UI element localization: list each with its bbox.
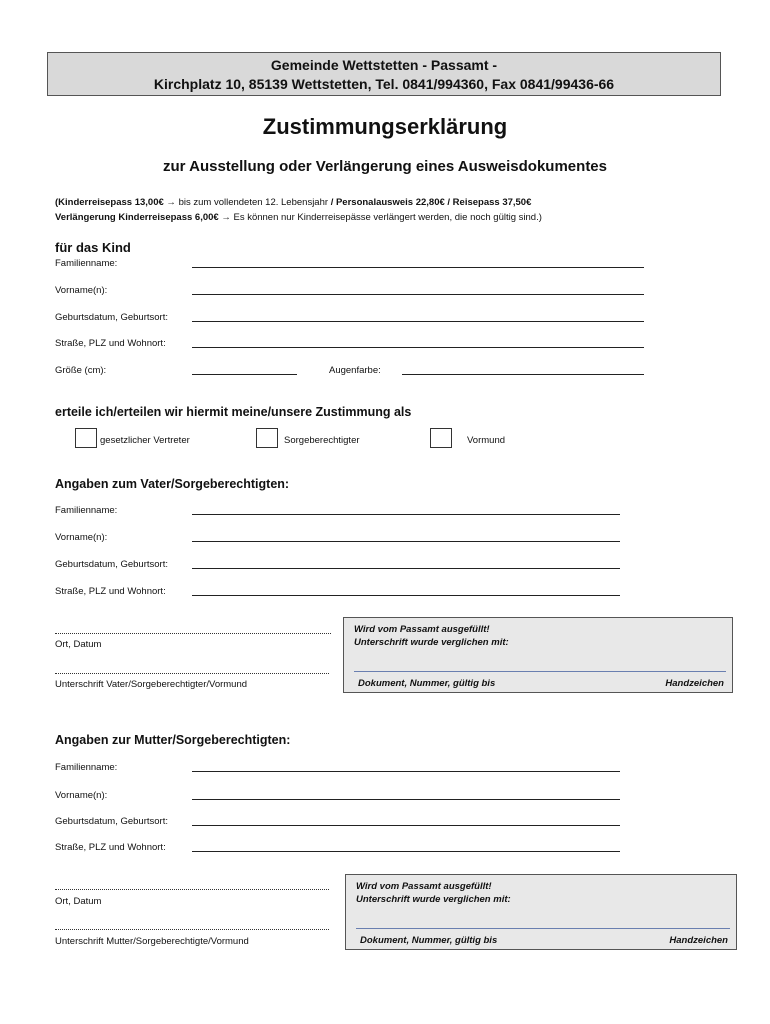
passamt-box-father [343, 617, 733, 693]
child-heading: für das Kind [55, 240, 131, 255]
fee-age-note: → bis zum vollendeten 12. Lebensjahr [163, 197, 331, 208]
fee-extension-note: → Es können nur Kinderreisepässe verlängert werden, die noch gültig sind.) [218, 212, 542, 223]
father-geburt-field[interactable] [192, 568, 620, 569]
passamt-box-line2: Unterschrift wurde verglichen mit: [354, 637, 509, 648]
passamt-box-document-label: Dokument, Nummer, gültig bis [360, 935, 498, 946]
child-familienname-field[interactable] [192, 267, 644, 268]
passamt-box-initials-label: Handzeichen [665, 678, 724, 689]
father-familienname-label: Familienname: [55, 505, 118, 516]
label-sorgeberechtigter: Sorgeberechtigter [284, 435, 360, 446]
passamt-box-note [354, 623, 509, 649]
father-vorname-label: Vorname(n): [55, 532, 108, 543]
label-gesetzlicher-vertreter: gesetzlicher Vertreter [100, 435, 190, 446]
father-strasse-label: Straße, PLZ und Wohnort: [55, 586, 166, 597]
passamt-box-line1: Wird vom Passamt ausgefüllt! [354, 624, 490, 635]
checkbox-gesetzlicher-vertreter[interactable] [75, 428, 97, 448]
fee-id-passport: / Personalausweis 22,80€ / Reisepass 37,50€ [330, 197, 532, 208]
child-augenfarbe-field[interactable] [402, 374, 644, 375]
page-subtitle: zur Ausstellung oder Verlängerung eines Ausweisdokumentes [163, 158, 607, 175]
mother-geburt-label: Geburtsdatum, Geburtsort: [55, 816, 168, 827]
consent-heading: erteile ich/erteilen wir hiermit meine/unsere Zustimmung als [55, 405, 412, 419]
page-title: Zustimmungserklärung [262, 114, 508, 139]
fee-child-passport: (Kinderreisepass 13,00€ [55, 197, 164, 208]
fee-note-line-1 [55, 196, 531, 210]
father-vorname-field[interactable] [192, 541, 620, 542]
child-familienname-label: Familienname: [55, 258, 118, 269]
mother-familienname-label: Familienname: [55, 762, 118, 773]
mother-signature-field[interactable] [55, 929, 329, 930]
checkbox-vormund[interactable] [430, 428, 452, 448]
mother-heading: Angaben zur Mutter/Sorgeberechtigten: [55, 733, 291, 747]
father-familienname-field[interactable] [192, 514, 620, 515]
office-header [47, 52, 721, 96]
father-geburt-label: Geburtsdatum, Geburtsort: [55, 559, 168, 570]
child-vorname-field[interactable] [192, 294, 644, 295]
child-strasse-field[interactable] [192, 347, 644, 348]
mother-ort-datum-field[interactable] [55, 889, 329, 890]
father-ort-datum-label: Ort, Datum [55, 639, 102, 650]
child-augenfarbe-label: Augenfarbe: [329, 365, 381, 376]
father-signature-field[interactable] [55, 673, 329, 674]
father-ort-datum-field[interactable] [55, 633, 331, 634]
father-strasse-field[interactable] [192, 595, 620, 596]
child-geburt-label: Geburtsdatum, Geburtsort: [55, 312, 168, 323]
passamt-box-line2: Unterschrift wurde verglichen mit: [356, 894, 511, 905]
child-groesse-label: Größe (cm): [55, 365, 107, 376]
father-heading: Angaben zum Vater/Sorgeberechtigten: [55, 477, 290, 491]
father-signature-label: Unterschrift Vater/Sorgeberechtigter/Vormund [55, 679, 248, 690]
mother-vorname-field[interactable] [192, 799, 620, 800]
mother-strasse-field[interactable] [192, 851, 620, 852]
passamt-box-mother [345, 874, 737, 950]
mother-familienname-field[interactable] [192, 771, 620, 772]
mother-ort-datum-label: Ort, Datum [55, 896, 102, 907]
child-vorname-label: Vorname(n): [55, 285, 108, 296]
mother-strasse-label: Straße, PLZ und Wohnort: [55, 842, 166, 853]
child-geburt-field[interactable] [192, 321, 644, 322]
passamt-box-line1: Wird vom Passamt ausgefüllt! [356, 881, 492, 892]
checkbox-sorgeberechtigter[interactable] [256, 428, 278, 448]
passamt-box-separator [356, 928, 730, 929]
child-groesse-field[interactable] [192, 374, 297, 375]
fee-note-line-2 [55, 211, 542, 225]
passamt-box-initials-label: Handzeichen [669, 935, 728, 946]
office-name: Gemeinde Wettstetten - Passamt - [270, 57, 498, 73]
fee-extension: Verlängerung Kinderreisepass 6,00€ [55, 212, 219, 223]
mother-vorname-label: Vorname(n): [55, 790, 108, 801]
office-address: Kirchplatz 10, 85139 Wettstetten, Tel. 0841/994360, Fax 0841/99436-66 [153, 76, 615, 92]
mother-signature-label: Unterschrift Mutter/Sorgeberechtigte/Vormund [55, 936, 249, 947]
mother-geburt-field[interactable] [192, 825, 620, 826]
passamt-box-note [356, 880, 511, 906]
passamt-box-document-label: Dokument, Nummer, gültig bis [358, 678, 496, 689]
passamt-box-separator [354, 671, 726, 672]
label-vormund: Vormund [467, 435, 506, 446]
child-strasse-label: Straße, PLZ und Wohnort: [55, 338, 166, 349]
